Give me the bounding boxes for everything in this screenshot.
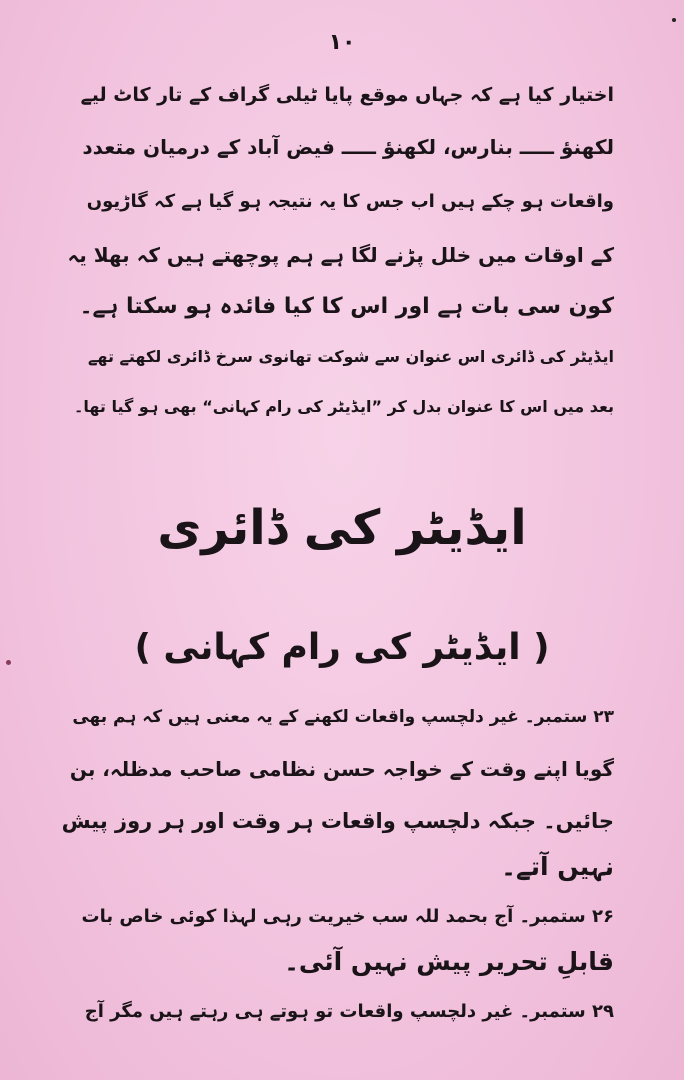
entry-line: نہیں آتے۔ xyxy=(501,852,614,881)
diary-subtitle: ( ایڈیٹر کی رام کہانی ) xyxy=(134,627,550,668)
entry-line: ۲۹ ستمبر۔ غیر دلچسپ واقعات تو ہوتے ہی رہتے ہیں مگر آج xyxy=(84,1001,614,1022)
entry-line: جائیں۔ جبکہ دلچسپ واقعات ہر وقت اور ہر روز پیش xyxy=(61,809,614,833)
page-number: ۱۰ xyxy=(328,30,356,55)
intro-line: کے اوقات میں خلل پڑنے لگا ہے ہم پوچھتے ہیں کہ بھلا یہ xyxy=(67,243,614,267)
intro-line: کون سی بات ہے اور اس کا کیا فائدہ ہو سکتا ہے۔ xyxy=(79,294,614,319)
entry-line: گویا اپنے وقت کے خواجہ حسن نظامی صاحب مدظلہ، بن xyxy=(69,757,614,781)
footnote-line: بعد میں اس کا عنوان بدل کر ”ایڈیٹر کی رام کہانی“ بھی ہو گیا تھا۔ xyxy=(73,397,614,416)
footnote-line: ایڈیٹر کی ڈائری اس عنوان سے شوکت تھانوی سرخ ڈائری لکھتے تھے xyxy=(88,347,614,366)
entry-line: ۲۳ ستمبر۔ غیر دلچسپ واقعات لکھنے کے یہ معنی ہیں کہ ہم بھی xyxy=(72,707,614,727)
entry-line: ۲۶ ستمبر۔ آج بحمد للہ سب خیریت رہی لہذا کوئی خاص بات xyxy=(81,906,614,927)
ink-dot xyxy=(672,18,676,22)
diary-title: ایڈیٹر کی ڈائری xyxy=(157,500,527,556)
intro-line: واقعات ہو چکے ہیں اب جس کا یہ نتیجہ ہو گیا ہے کہ گاڑیوں xyxy=(86,191,614,212)
intro-line: اختیار کیا ہے کہ جہاں موقع پایا ٹیلی گراف کے تار کاٹ لیے xyxy=(80,84,614,106)
intro-line: لکھنؤ ـــــ بنارس، لکھنؤ ـــــ فیض آباد کے درمیان متعدد xyxy=(82,135,614,159)
entry-line: قابلِ تحریر پیش نہیں آئی۔ xyxy=(284,947,614,976)
